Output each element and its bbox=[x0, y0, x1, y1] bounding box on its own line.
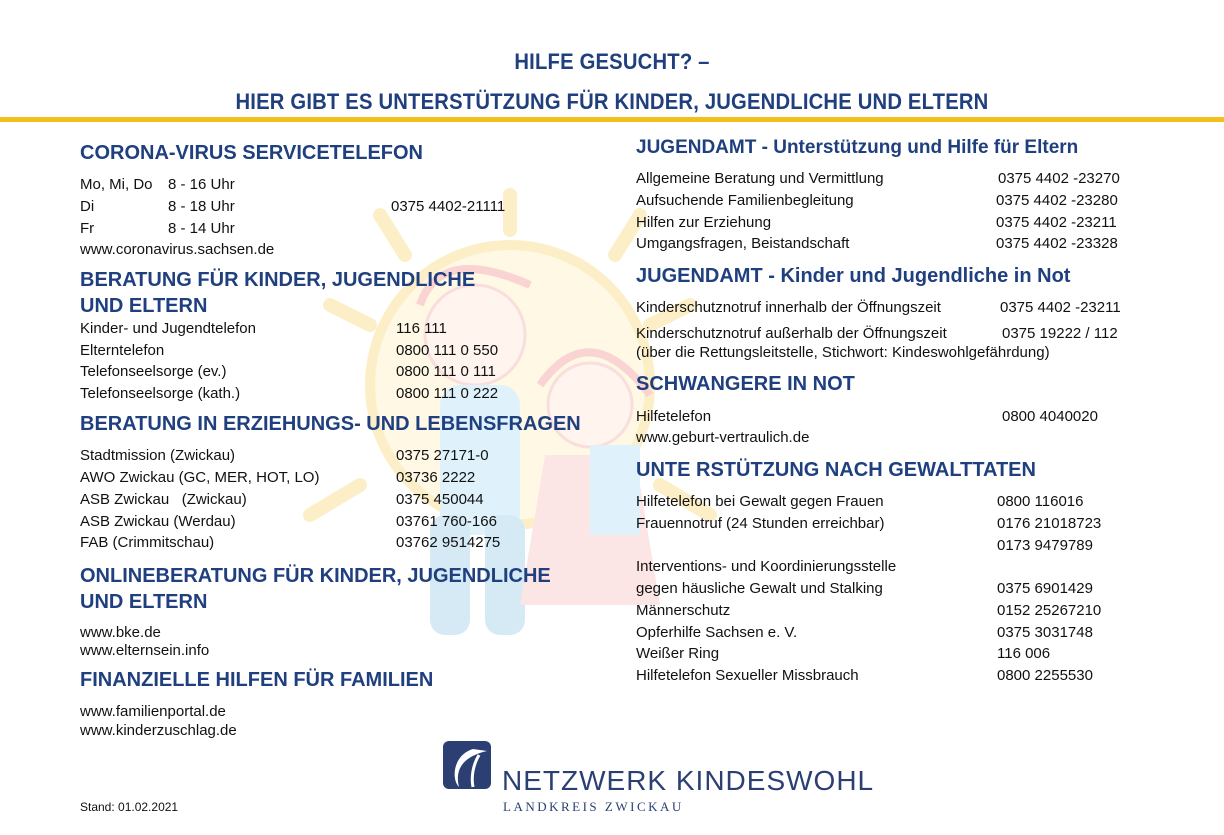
phone-number: 03762 9514275 bbox=[396, 534, 501, 551]
stand-date: Stand: 01.02.2021 bbox=[80, 800, 179, 814]
phone-number: 03736 2222 bbox=[396, 469, 476, 486]
website-link[interactable]: www.elternsein.info bbox=[80, 642, 210, 659]
page-title-line-1: HILFE GESUCHT? – bbox=[514, 49, 710, 74]
phone-number: 0800 111 0 222 bbox=[396, 385, 499, 402]
phone-number: 0375 4402 -23280 bbox=[996, 192, 1118, 209]
contact-label: Frauennotruf (24 Stunden erreichbar) bbox=[636, 515, 885, 532]
contact-label: AWO Zwickau (GC, MER, HOT, LO) bbox=[80, 469, 320, 486]
hours-time: 8 - 14 Uhr bbox=[168, 220, 235, 237]
section-heading-cont: UND ELTERN bbox=[80, 591, 208, 613]
phone-number: 03761 760-166 bbox=[396, 513, 497, 530]
contact-label: Elterntelefon bbox=[80, 342, 165, 359]
website-link[interactable]: www.coronavirus.sachsen.de bbox=[80, 241, 275, 258]
phone-number: 0375 4402 -23270 bbox=[998, 170, 1120, 187]
website-link[interactable]: www.geburt-vertraulich.de bbox=[636, 429, 810, 446]
phone-number: 116 111 bbox=[396, 320, 447, 337]
website-link[interactable]: www.bke.de bbox=[80, 624, 161, 641]
section-heading: BERATUNG FÜR KINDER, JUGENDLICHE bbox=[80, 269, 476, 291]
contact-label: Hilfetelefon bbox=[636, 408, 712, 425]
contact-label: Opferhilfe Sachsen e. V. bbox=[636, 624, 798, 641]
phone-number: 0375 27171-0 bbox=[396, 447, 489, 464]
contact-note: (über die Rettungsleitstelle, Stichwort: Kindeswohlgefährdung) bbox=[636, 344, 1050, 361]
phone-number: 0375 450044 bbox=[396, 491, 484, 508]
contact-label: Stadtmission (Zwickau) bbox=[80, 447, 236, 464]
section-heading: ONLINEBERATUNG FÜR KINDER, JUGENDLICHE bbox=[80, 565, 551, 587]
contact-label: Weißer Ring bbox=[636, 645, 720, 662]
phone-number: 0375 3031748 bbox=[997, 624, 1093, 641]
section-heading: BERATUNG IN ERZIEHUNGS- UND LEBENSFRAGEN bbox=[80, 413, 581, 435]
phone-number: 0375 4402 -23328 bbox=[996, 235, 1118, 252]
contact-label: gegen häusliche Gewalt und Stalking bbox=[636, 580, 883, 597]
contact-label: FAB (Crimmitschau) bbox=[80, 534, 215, 551]
phone-number: 0800 4040020 bbox=[1002, 408, 1098, 425]
contact-label: Telefonseelsorge (ev.) bbox=[80, 363, 227, 380]
phone-number: 0176 21018723 bbox=[997, 515, 1102, 532]
contact-label: ASB Zwickau (Zwickau) bbox=[80, 491, 247, 508]
section-heading: JUGENDAMT - Unterstützung und Hilfe für Eltern bbox=[636, 137, 1079, 158]
contact-label: ASB Zwickau (Werdau) bbox=[80, 513, 236, 530]
contact-label: Interventions- und Koordinierungsstelle bbox=[636, 558, 897, 575]
section-heading: CORONA-VIRUS SERVICETELEFON bbox=[80, 142, 423, 164]
page-title-line-2: HIER GIBT ES UNTERSTÜTZUNG FÜR KINDER, JUGENDLICHE UND ELTERN bbox=[235, 89, 989, 114]
hours-day: Fr bbox=[80, 220, 95, 237]
title-divider bbox=[0, 117, 1224, 122]
phone-number: 0375 4402 -23211 bbox=[1000, 299, 1121, 316]
phone-number: 0800 111 0 550 bbox=[396, 342, 499, 359]
website-link[interactable]: www.familienportal.de bbox=[80, 703, 226, 720]
contact-label: Kinder- und Jugendtelefon bbox=[80, 320, 256, 337]
phone-number: 0375 4402 -23211 bbox=[996, 214, 1117, 231]
hours-day: Mo, Mi, Do bbox=[80, 176, 153, 193]
contact-label: Hilfetelefon bei Gewalt gegen Frauen bbox=[636, 493, 884, 510]
section-heading: FINANZIELLE HILFEN FÜR FAMILIEN bbox=[80, 669, 434, 691]
phone-number: 0375 4402-21111 bbox=[391, 198, 506, 215]
section-heading: UNTE RSTÜTZUNG NACH GEWALTTATEN bbox=[636, 459, 1036, 481]
contact-label: Kinderschutznotruf innerhalb der Öffnungszeit bbox=[636, 299, 941, 316]
section-heading-cont: UND ELTERN bbox=[80, 295, 208, 317]
hours-time: 8 - 16 Uhr bbox=[168, 176, 235, 193]
phone-number: 0800 111 0 111 bbox=[396, 363, 496, 380]
netzwerk-kindeswohl-logo bbox=[443, 741, 875, 826]
section-heading: JUGENDAMT - Kinder und Jugendliche in Not bbox=[636, 265, 1071, 287]
phone-number: 0375 6901429 bbox=[997, 580, 1093, 597]
phone-number: 0375 19222 / 112 bbox=[1002, 325, 1118, 342]
hours-time: 8 - 18 Uhr bbox=[168, 198, 235, 215]
phone-number: 116 006 bbox=[997, 645, 1051, 662]
phone-number: 0800 116016 bbox=[997, 493, 1084, 510]
section-heading: SCHWANGERE IN NOT bbox=[636, 373, 855, 395]
contact-label: Kinderschutznotruf außerhalb der Öffnungszeit bbox=[636, 325, 947, 342]
phone-number: 0800 2255530 bbox=[997, 667, 1093, 684]
contact-label: Hilfen zur Erziehung bbox=[636, 214, 772, 231]
phone-number: 0173 9479789 bbox=[997, 537, 1093, 554]
hours-day: Di bbox=[80, 198, 95, 215]
contact-label: Männerschutz bbox=[636, 602, 731, 619]
website-link[interactable]: www.kinderzuschlag.de bbox=[80, 722, 237, 739]
contact-label: Telefonseelsorge (kath.) bbox=[80, 385, 241, 402]
logo-subtitle: LANDKREIS ZWICKAU bbox=[503, 799, 684, 814]
contact-label: Aufsuchende Familienbegleitung bbox=[636, 192, 854, 209]
phone-number: 0152 25267210 bbox=[997, 602, 1102, 619]
logo-title: NETZWERK KINDESWOHL bbox=[502, 765, 875, 796]
contact-label: Umgangsfragen, Beistandschaft bbox=[636, 235, 850, 252]
contact-label: Allgemeine Beratung und Vermittlung bbox=[636, 170, 884, 187]
contact-label: Hilfetelefon Sexueller Missbrauch bbox=[636, 667, 859, 684]
